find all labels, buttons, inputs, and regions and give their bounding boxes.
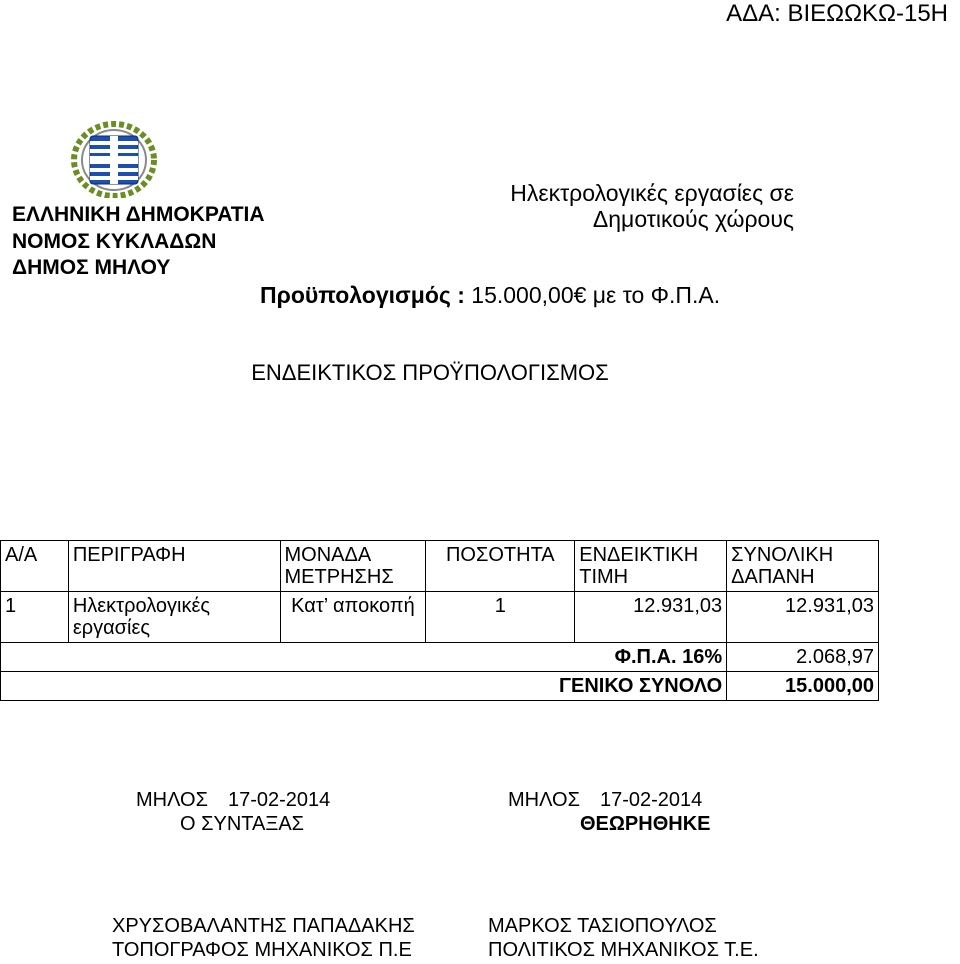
cell-quantity: 1 <box>426 592 575 643</box>
header-aa: Α/Α <box>1 541 69 592</box>
signature-left-place: ΜΗΛΟΣ <box>136 789 208 811</box>
vat-value: 2.068,97 <box>727 643 879 672</box>
cell-description: Ηλεκτρολογικές εργασίες <box>68 592 280 643</box>
signatory-left <box>112 914 415 962</box>
header-description: ΠΕΡΙΓΡΑΦΗ <box>68 541 280 592</box>
subject-line-2: Δημοτικούς χώρους <box>592 206 794 232</box>
subject-line-1: Ηλεκτρολογικές εργασίες σε <box>510 180 794 206</box>
header-total: ΣΥΝΟΛΙΚΗ ΔΑΠΑΝΗ <box>727 541 879 592</box>
budget-line <box>260 282 720 309</box>
signatory-right-name: ΜΑΡΚΟΣ ΤΑΣΙΟΠΟΥΛΟΣ <box>488 915 717 937</box>
header-quantity: ΠΟΣΟΤΗΤΑ <box>426 541 575 592</box>
signature-right <box>508 788 711 836</box>
header-unit: ΜΟΝΑΔΑ ΜΕΤΡΗΣΗΣ <box>280 541 426 592</box>
cell-price: 12.931,03 <box>575 592 727 643</box>
header-price: ΕΝΔΕΙΚΤΙΚΗ ΤΙΜΗ <box>575 541 727 592</box>
signatory-left-name: ΧΡΥΣΟΒΑΛΑΝΤΗΣ ΠΑΠΑΔΑΚΗΣ <box>112 915 415 937</box>
cell-unit: Κατ’ αποκοπή <box>280 592 426 643</box>
signatory-left-title: ΤΟΠΟΓΡΑΦΟΣ ΜΗΧΑΝΙΚΟΣ Π.Ε <box>112 939 412 961</box>
document-title: ΕΝΔΕΙΚΤΙΚΟΣ ΠΡΟΫΠΟΛΟΓΙΣΜΟΣ <box>251 360 609 385</box>
cell-aa: 1 <box>1 592 69 643</box>
signature-left-date: 17-02-2014 <box>227 789 331 811</box>
signature-left-role: Ο ΣΥΝΤΑΞΑΣ <box>180 813 305 835</box>
table-header-row <box>1 541 879 592</box>
ada-code: ΑΔΑ: ΒΙΕΩΩΚΩ-15Η <box>726 0 948 27</box>
signature-right-role: ΘΕΩΡΗΘΗΚΕ <box>580 813 711 835</box>
budget-value: 15.000,00€ με το Φ.Π.Α. <box>471 282 721 308</box>
signature-right-date: 17-02-2014 <box>599 789 703 811</box>
grand-total-row <box>1 672 879 701</box>
org-line-state: ΕΛΛΗΝΙΚΗ ΔΗΜΟΚΡΑΤΙΑ <box>12 203 265 226</box>
greek-state-emblem-icon <box>70 118 158 198</box>
grand-total-value: 15.000,00 <box>727 672 879 701</box>
signatory-right <box>488 914 759 962</box>
vat-row <box>1 643 879 672</box>
org-line-prefecture: ΝΟΜΟΣ ΚΥΚΛΑΔΩΝ <box>12 230 217 253</box>
budget-table <box>0 540 879 701</box>
signature-right-place: ΜΗΛΟΣ <box>508 789 580 811</box>
vat-label: Φ.Π.Α. 16% <box>1 643 727 672</box>
budget-label: Προϋπολογισμός : <box>260 282 465 308</box>
grand-total-label: ΓΕΝΙΚΟ ΣΥΝΟΛΟ <box>1 672 727 701</box>
table-row <box>1 592 879 643</box>
cell-total: 12.931,03 <box>727 592 879 643</box>
signature-left <box>136 788 330 836</box>
org-line-municipality: ΔΗΜΟΣ ΜΗΛΟΥ <box>12 256 171 279</box>
signatory-right-title: ΠΟΛΙΤΙΚΟΣ ΜΗΧΑΝΙΚΟΣ Τ.Ε. <box>488 939 759 961</box>
